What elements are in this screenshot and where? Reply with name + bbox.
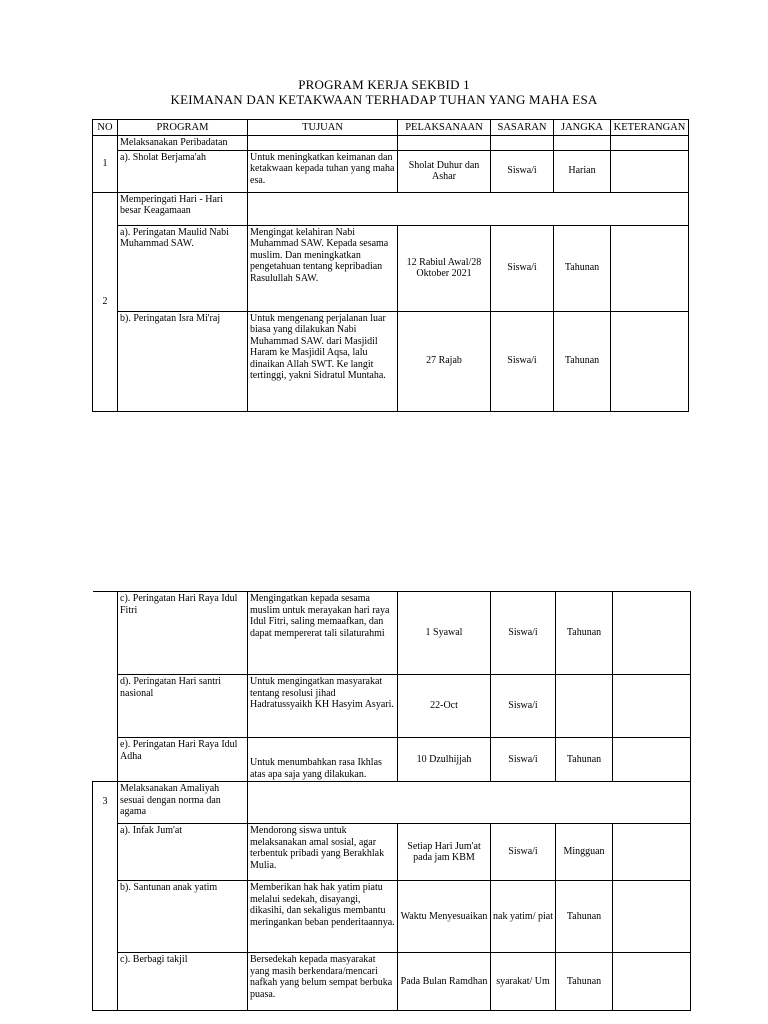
header-no: NO	[93, 120, 118, 136]
program-cell: d). Peringatan Hari santri nasional	[118, 675, 248, 738]
tujuan-cell: Untuk meningkatkan keimanan dan ketakwaan kepada tuhan yang maha esa.	[248, 150, 398, 192]
jangka-cell: Tahunan	[556, 953, 613, 1011]
section-number: 3	[93, 782, 118, 1011]
jangka-cell: Tahunan	[556, 738, 613, 782]
header-pelaksanaan: PELAKSANAAN	[398, 120, 491, 136]
tujuan-cell: Untuk mengingatkan masyarakat tentang resolusi jihad Hadratussyaikh KH Hasyim Asyari.	[248, 675, 398, 738]
tujuan-cell: Memberikan hak hak yatim piatu melalui sedekah, disayangi, dikasihi, dan sekaligus membantu meringankan beban penderitaannya.	[248, 881, 398, 953]
header-tujuan: TUJUAN	[248, 120, 398, 136]
tujuan-cell: Untuk menumbahkan rasa Ikhlas atas apa saja yang dilakukan.	[248, 738, 398, 782]
document-title: PROGRAM KERJA SEKBID 1	[298, 77, 470, 92]
table-row	[93, 881, 691, 953]
section-number: 2	[93, 192, 118, 411]
pelaksanaan-cell: 12 Rabiul Awal/28 Oktober 2021	[398, 225, 491, 311]
keterangan-cell	[613, 738, 691, 782]
program-table-page-1	[92, 119, 689, 412]
program-cell: b). Peringatan Isra Mi'raj	[118, 311, 248, 411]
jangka-cell: Tahunan	[554, 311, 611, 411]
sasaran-cell: Siswa/i	[491, 824, 556, 881]
table-row	[93, 311, 689, 411]
jangka-cell: Tahunan	[554, 225, 611, 311]
keterangan-cell	[611, 150, 689, 192]
table-row	[93, 225, 689, 311]
pelaksanaan-cell: 10 Dzulhijjah	[398, 738, 491, 782]
tujuan-cell: Untuk mengenang perjalanan luar biasa yang dilakukan Nabi Muhammad SAW. dari Masjidil Haram ke Masjidil Aqsa, lalu dinaikan Allah SWT. Ke langit tertinggi, yakni Sidratul Muntaha.	[248, 311, 398, 411]
table-row	[93, 592, 691, 675]
pelaksanaan-cell: Sholat Duhur dan Ashar	[398, 150, 491, 192]
tujuan-cell: Mengingatkan kepada sesama muslim untuk merayakan hari raya Idul Fitri, saling memaafkan, dan dapat mempererat tali silaturahmi	[248, 592, 398, 675]
pelaksanaan-cell: 27 Rajab	[398, 311, 491, 411]
table-row	[93, 824, 691, 881]
header-keterangan: KETERANGAN	[611, 120, 689, 136]
jangka-cell: Tahunan	[556, 881, 613, 953]
table-header-row	[93, 120, 689, 136]
keterangan-cell	[611, 225, 689, 311]
section-row	[93, 136, 689, 151]
sasaran-cell: Siswa/i	[491, 225, 554, 311]
section-label: Melaksanakan Amaliyah sesuai dengan norma dan agama	[118, 782, 248, 824]
section-label: Melaksanakan Peribadatan	[118, 136, 248, 151]
sasaran-cell: syarakat/ Um	[491, 953, 556, 1011]
header-jangka: JANGKA	[554, 120, 611, 136]
pelaksanaan-cell: Waktu Menyesuaikan	[398, 881, 491, 953]
section-label: Memperingati Hari - Hari besar Keagamaan	[118, 192, 248, 225]
keterangan-cell	[613, 824, 691, 881]
section-number: 1	[93, 136, 118, 193]
table-row	[93, 953, 691, 1011]
header-sasaran: SASARAN	[491, 120, 554, 136]
pelaksanaan-cell: 1 Syawal	[398, 592, 491, 675]
section-row	[93, 782, 691, 824]
program-cell: e). Peringatan Hari Raya Idul Adha	[118, 738, 248, 782]
tujuan-cell: Mendorong siswa untuk melaksanakan amal sosial, agar terbentuk pribadi yang Berakhlak Mulia.	[248, 824, 398, 881]
program-cell: a). Sholat Berjama'ah	[118, 150, 248, 192]
table-row	[93, 150, 689, 192]
sasaran-cell: Siswa/i	[491, 150, 554, 192]
keterangan-cell	[611, 311, 689, 411]
jangka-cell: Harian	[554, 150, 611, 192]
jangka-cell: Mingguan	[556, 824, 613, 881]
keterangan-cell	[613, 953, 691, 1011]
program-table-page-2	[92, 591, 691, 1011]
keterangan-cell	[613, 675, 691, 738]
program-cell: c). Peringatan Hari Raya Idul Fitri	[118, 592, 248, 675]
jangka-cell	[556, 675, 613, 738]
sasaran-cell: Siswa/i	[491, 738, 556, 782]
table-row	[93, 675, 691, 738]
sasaran-cell: Siswa/i	[491, 675, 556, 738]
sasaran-cell: nak yatim/ piat	[491, 881, 556, 953]
table-row	[93, 738, 691, 782]
header-program: PROGRAM	[118, 120, 248, 136]
document-subtitle: KEIMANAN DAN KETAKWAAN TERHADAP TUHAN YANG MAHA ESA	[170, 92, 598, 107]
pelaksanaan-cell: 22-Oct	[398, 675, 491, 738]
keterangan-cell	[613, 881, 691, 953]
program-cell: c). Berbagi takjil	[118, 953, 248, 1011]
section-row	[93, 192, 689, 225]
pelaksanaan-cell: Setiap Hari Jum'at pada jam KBM	[398, 824, 491, 881]
pelaksanaan-cell: Pada Bulan Ramdhan	[398, 953, 491, 1011]
jangka-cell: Tahunan	[556, 592, 613, 675]
sasaran-cell: Siswa/i	[491, 311, 554, 411]
sasaran-cell: Siswa/i	[491, 592, 556, 675]
tujuan-cell: Mengingat kelahiran Nabi Muhammad SAW. Kepada sesama muslim. Dan meningkatkan pengetahuan tentang kepribadian Rasulullah SAW.	[248, 225, 398, 311]
tujuan-cell: Bersedekah kepada masyarakat yang masih berkendara/mencari nafkah yang belum sempat berbuka puasa.	[248, 953, 398, 1011]
program-cell: a). Infak Jum'at	[118, 824, 248, 881]
program-cell: b). Santunan anak yatim	[118, 881, 248, 953]
keterangan-cell	[613, 592, 691, 675]
program-cell: a). Peringatan Maulid Nabi Muhammad SAW.	[118, 225, 248, 311]
